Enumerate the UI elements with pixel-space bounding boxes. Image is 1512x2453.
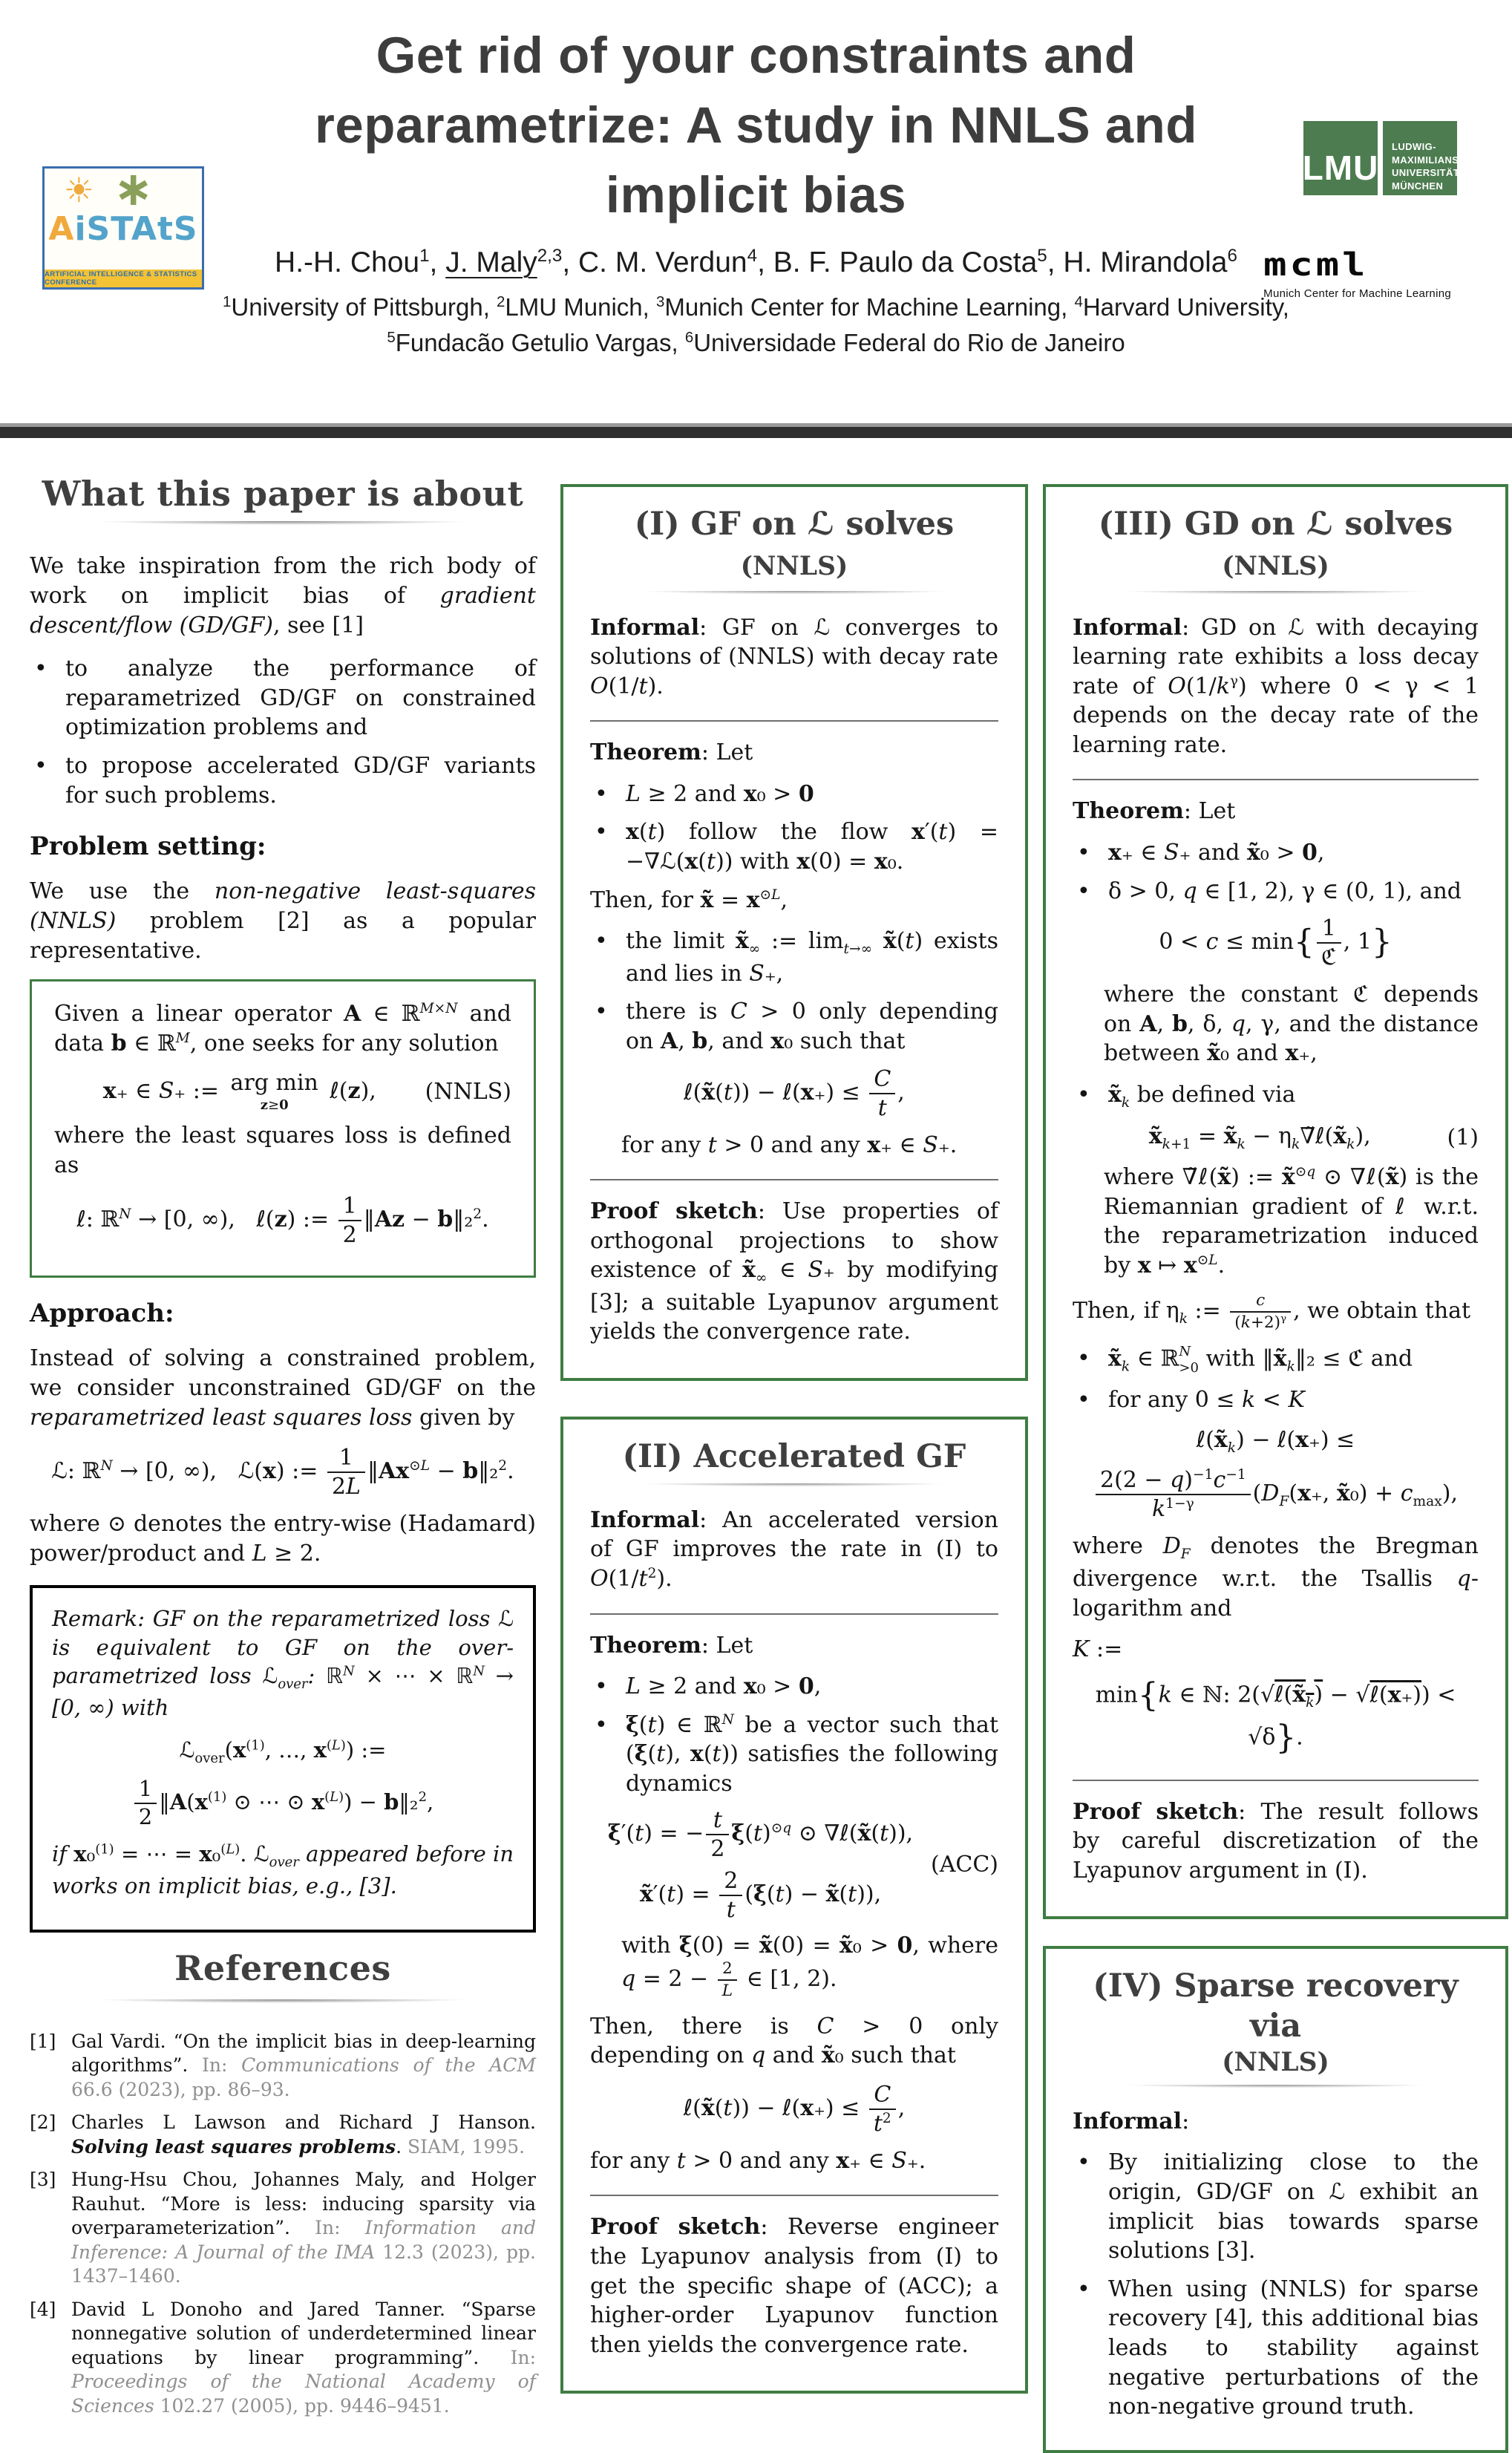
reference-item: [3] Hung-Hsu Chou, Johannes Maly, and Holger Rauhut. “More is less: inducing sparsity via overparameterization”. In: Information and Inference: A Journal of the IMA 12.3 (2023), pp. 1437–1460. <box>30 2169 536 2287</box>
header-rule <box>0 423 1512 438</box>
right-column <box>1043 474 1508 2453</box>
middle-column <box>560 474 1028 2453</box>
bullet-icon <box>30 654 65 743</box>
panel3-informal: Informal: GD on ℒ with decaying learning rate exhibits a loss decay rate of $O(1/k^\gamma)$ where 0 < γ < 1 depends on the decay rate of the learning rate. <box>1073 614 1479 758</box>
equation-tag-nnls: (NNLS) <box>425 1078 511 1105</box>
palm-tree-icon: ∗ <box>113 162 154 218</box>
least-squares-loss-equation: ℓ: ℝ$^N$ → [0, ∞), ℓ(z) := $\frac{1}{2}$ ‖Az − b‖₂$^2$. <box>76 1192 489 1248</box>
bullet-icon <box>1073 1385 1108 1415</box>
panel-accelerated-gf <box>560 1417 1028 2394</box>
panel2-with: with ξ(0) = x̃(0) = x̃₀ > 0, where q = 2 − $\frac{2}{L}$ ∈ [1, 2). <box>621 1932 999 2000</box>
panel3-K-line2: min{k ∈ ℕ: $2(√\ell(x̃_k)$ − √ℓ(x₊)) < √δ}. <box>1095 1676 1456 1757</box>
panel-separator <box>1073 779 1479 780</box>
nnls-equation: x₊ ∈ S₊ := arg min z≥0 ℓ(z), (NNLS) <box>102 1069 511 1113</box>
list-item: • L ≥ 2 and x₀ > 0, <box>590 1672 998 1702</box>
section-divider <box>36 521 530 526</box>
about-section-title: What this paper is about <box>42 474 524 514</box>
title-line-2: reparametrize: A study in NNLS and <box>315 96 1197 154</box>
over-loss-equation-line1: $ℒ_{over}(x^{(1)}$, …, $x^{(L)}$) := <box>179 1737 387 1766</box>
lmu-logo <box>1302 121 1463 195</box>
bullet-icon <box>1073 838 1108 868</box>
panel-gf-solves-nnls <box>560 484 1028 1381</box>
panel3-bound-after: where $D_F$ denotes the Bregman divergence w.r.t. the Tsallis q-logarithm and <box>1073 1533 1479 1621</box>
panel3-bound-line1: $\ell(x̃_k)$ − ℓ(x₊) ≤ <box>1196 1426 1355 1456</box>
bullet-icon <box>1073 1344 1108 1376</box>
panel-separator <box>590 2195 998 2196</box>
panel2-proof-sketch: Proof sketch: Reverse engineer the Lyapunov analysis from (I) to get the specific shape of (ACC); a higher-order Lyapunov function then yields the convergence rate. <box>590 2214 998 2358</box>
bullet-icon <box>590 817 626 876</box>
list-item: • When using (NNLS) for sparse recovery [4], this additional bias leads to stability against negative perturbations of the non-negative ground truth. <box>1073 2275 1479 2422</box>
panel-gd-solves-nnls <box>1043 484 1508 1919</box>
reference-list <box>30 2030 536 2419</box>
bullet-icon <box>590 780 626 809</box>
list-item: • x₊ ∈ S₊ and x̃₀ > 0, <box>1073 838 1479 868</box>
nnls-line2: where the least squares loss is defined as <box>54 1122 511 1178</box>
nnls-line1: Given a linear operator A ∈ ℝ$^{M\times N}$ and data b ∈ ℝ$^M$, one seeks for any solution <box>54 1001 512 1056</box>
aistats-wordmark: AiSTAtS <box>48 210 198 248</box>
reference-item: [4] David L Donoho and Jared Tanner. “Sparse nonnegative solution of underdetermined linear equations by linear programming”. In: Proceedings of the National Academy of Sciences 102.27 (2005), pp. 9446–9451. <box>30 2298 536 2417</box>
panel3-theorem-lead: Theorem: Let <box>1073 798 1236 825</box>
mcml-wordmark: mcml <box>1263 246 1369 284</box>
panel2-rate-equation: ℓ(x̃(t)) − ℓ(x₊) ≤ $\frac{C}{t^2}$ , <box>683 2081 906 2137</box>
panel2-title: (II) Accelerated GF <box>622 1438 966 1476</box>
list-item: • L ≥ 2 and x₀ > 0 <box>590 780 998 809</box>
problem-intro: We use the non-negative least-squares (NNLS) problem [2] as a popular representative. <box>30 878 536 964</box>
bullet-icon <box>590 997 626 1056</box>
mcml-caption: Munich Center for Machine Learning <box>1263 287 1451 300</box>
approach-heading: Approach: <box>30 1298 174 1328</box>
equation-tag-1: (1) <box>1447 1124 1479 1151</box>
poster-columns <box>30 474 1508 2453</box>
title-block <box>208 21 1304 361</box>
panel1-theorem-lead: Theorem: Let <box>590 739 753 766</box>
list-item: • for any 0 ≤ k < K <box>1073 1385 1479 1415</box>
affiliations: $^1$University of Pittsburgh, $^2$LMU Munich, $^3$Munich Center for Machine Learning, $^4$Harvard University, $^5$Fundacão Getulio Vargas, $^6$Universidade Federal do Rio de Janeiro <box>223 293 1289 357</box>
panel-separator <box>590 720 998 722</box>
panel1-informal: Informal: GF on ℒ converges to solutions of (NNLS) with decay rate O(1/t). <box>590 614 998 699</box>
list-item: • δ > 0, q ∈ [1, 2), γ ∈ (0, 1), and <box>1073 877 1479 907</box>
bullet-icon <box>590 927 626 988</box>
panel-separator <box>590 1613 998 1615</box>
panel-separator <box>590 1179 998 1180</box>
panel2-theorem-lead: Theorem: Let <box>590 1632 753 1659</box>
references-title: References <box>174 1948 391 1989</box>
panel3-c-equation: 0 < c ≤ min{ $\frac{1}{\text{ℭ}}$ , 1} <box>1159 915 1392 971</box>
list-item: • $x̃_k$ be defined via <box>1073 1080 1479 1113</box>
acc-line-2: x̃′(t) = $\frac{2}{t}$ (ξ(t) − x̃(t)), <box>639 1867 882 1923</box>
panel2-rate-condition: for any t > 0 and any x₊ ∈ S₊. <box>590 2147 926 2174</box>
aistats-logo <box>42 162 204 290</box>
remark-p1: Remark: GF on the reparametrized loss ℒ is equivalent to GF on the over-parametrized loss ℒ$_{over}$: ℝ$^N$ × ⋯ × ℝ$^N$ → [0, ∞) with <box>52 1606 514 1721</box>
nnls-definition-box <box>30 979 536 1278</box>
acc-line-1: ξ′(t) = − $\frac{t}{2}$ $\xi(t)^{⊙q}$ ⊙ ∇ℓ(x̃(t)), <box>607 1806 914 1862</box>
panel3-bound-line2: $\frac{2(2 - q)^{-1}c^{-1}}{k^{1-\gamma}}$ ($D_F(x_+$, x̃₀) + $c_{max}$), <box>1073 1468 1479 1521</box>
list-item: • there is C > 0 only depending on A, b, and x₀ such that <box>590 997 998 1056</box>
lmu-name-square: LUDWIG- MAXIMILIANS- UNIVERSITÄT MÜNCHEN <box>1383 121 1457 195</box>
panel3-then: Then, if $\eta_k$ := $\frac{c}{(k+2)^\gamma}$ , we obtain that <box>1073 1291 1471 1333</box>
panel2-informal: Informal: An accelerated version of GF improves the rate in (I) to $O(1/t^2)$. <box>590 1506 998 1592</box>
bullet-icon <box>1073 2148 1108 2265</box>
title-line-1: Get rid of your constraints and <box>376 27 1136 84</box>
list-item: • to analyze the performance of reparametrized GD/GF on constrained optimization problems and <box>30 654 536 743</box>
list-item: • ξ(t) ∈ ℝ$^N$ be a vector such that (ξ(t), x(t)) satisfies the following dynamics <box>590 1711 998 1799</box>
panel2-then: Then, there is C > 0 only depending on q and x̃₀ such that <box>590 2013 998 2069</box>
equation-tag-acc: (ACC) <box>931 1851 998 1878</box>
approach-p2: where ⊙ denotes the entry-wise (Hadamard) power/product and L ≥ 2. <box>30 1511 536 1567</box>
reference-item: [2] Charles L Lawson and Richard J Hanson. Solving least squares problems. SIAM, 1995. <box>30 2111 536 2158</box>
remark-box <box>30 1585 536 1933</box>
list-item: • to propose accelerated GD/GF variants for such problems. <box>30 751 536 811</box>
lmu-acronym-square: LMU <box>1303 121 1378 195</box>
left-column <box>30 474 536 2453</box>
section-divider <box>36 1999 530 2005</box>
panel1-title: (I) GF on ℒ solves (NNLS) <box>634 506 955 581</box>
problem-setting-heading: Problem setting: <box>30 832 266 862</box>
list-item: • By initializing close to the origin, GD/GF on ℒ exhibit an implicit bias towards sparse solutions [3]. <box>1073 2148 1479 2265</box>
panel3-proof-sketch: Proof sketch: The result follows by careful discretization of the Lyapunov argument in (I). <box>1073 1798 1479 1884</box>
panel4-title-line1: (IV) Sparse recovery via <box>1093 1967 1459 2045</box>
panel4-informal-lead: Informal: <box>1073 2108 1190 2134</box>
list-item: • the limit $x̃_\infty$ := $\lim_{t\to\infty}$ x̃(t) exists and lies in S₊, <box>590 927 998 988</box>
panel4-title <box>1073 1967 1479 2079</box>
panel-title-divider <box>1074 2085 1477 2089</box>
panel3-K-line1: K := <box>1073 1636 1123 1663</box>
approach-p1: Instead of solving a constrained problem, we consider unconstrained GD/GF on the reparametrized least squares loss given by <box>30 1345 536 1431</box>
panel-separator <box>1073 1780 1479 1781</box>
bullet-icon <box>590 1711 626 1799</box>
panel1-rate-equation: ℓ(x̃(t)) − ℓ(x₊) ≤ $\frac{C}{t}$ , <box>684 1065 905 1121</box>
list-item: • x(t) follow the flow x′(t) = −∇ℒ(x(t)) with x(0) = x₀. <box>590 817 998 876</box>
acc-dynamics-equation <box>590 1808 998 1922</box>
panel3-title: (III) GD on ℒ solves (NNLS) <box>1098 506 1453 581</box>
panel1-then: Then, for x̃ = $x^{⊙L}$, <box>590 886 788 913</box>
panel-title-divider <box>592 1483 997 1488</box>
over-loss-equation-line2: $\frac{1}{2}$ $‖A(x^{(1)}$ ⊙ ⋯ ⊙ $x^{(L)}$) − b‖₂$^2$, <box>52 1777 514 1829</box>
panel1-rate-condition: for any t > 0 and any x₊ ∈ S₊. <box>621 1131 958 1158</box>
bullet-icon <box>1073 877 1108 907</box>
panel3-c-after: where the constant ℭ depends on A, b, δ, q, γ, and the distance between x̃₀ and x₊, <box>1104 981 1479 1067</box>
aistats-banner: ARTIFICIAL INTELLIGENCE & STATISTICS CONFERENCE <box>45 270 202 287</box>
panel3-update-after: where ∇̃ℓ(x̃) := x̃$^{⊙q}$ ⊙ ∇ℓ(x̃) is the Riemannian gradient of ℓ w.r.t. the reparametrization induced by x ↦ $x^{⊙L}$. <box>1104 1164 1479 1278</box>
reference-item: [1] Gal Vardi. “On the implicit bias in deep-learning algorithms”. In: Communications of the ACM 66.6 (2023), pp. 86–93. <box>30 2030 536 2100</box>
poster-header <box>0 0 1512 425</box>
panel-sparse-recovery <box>1043 1946 1508 2452</box>
panel1-proof-sketch: Proof sketch: Use properties of orthogonal projections to show existence of $x̃_\infty$ ∈ S₊ by modifying [3]; a suitable Lyapunov argument yields the convergence rate. <box>590 1198 999 1345</box>
gd-update-equation: $x̃_{k+1}$ = $x̃_k$ − $\eta_k\nablã\ell(x̃_k)$, (1) <box>1148 1123 1479 1152</box>
panel-title-divider <box>1074 591 1477 595</box>
bullet-icon <box>590 1672 626 1702</box>
mcml-logo <box>1263 246 1451 300</box>
reparametrized-loss-equation: ℒ: ℝ$^N$ → [0, ∞), ℒ(x) := $\frac{1}{2L}$ $‖Ax^{⊙L}$ − b‖₂$^2$. <box>51 1445 514 1500</box>
bullet-icon <box>1073 2275 1108 2422</box>
bullet-icon <box>30 751 65 811</box>
sun-icon: ☀ <box>63 170 94 210</box>
remark-p2: if x₀$^{(1)}$ = ⋯ = x₀$^{(L)}$. ℒ$_{over}$ appeared before in works on implicit bias, e.g., [3]. <box>52 1841 514 1898</box>
panel-title-divider <box>592 591 997 595</box>
title-line-3: implicit bias <box>605 166 907 223</box>
authors-line: H.-H. Chou$^1$, J. Maly$^{2,3}$, C. M. Verdun$^4$, B. F. Paulo da Costa$^5$, H. Mirandola$^6$ <box>275 246 1237 279</box>
bullet-icon <box>1073 1080 1108 1113</box>
about-intro: We take inspiration from the rich body of work on implicit bias of gradient descent/flow (GD/GF), see [1] <box>30 553 536 638</box>
list-item: • $x̃_k$ ∈ ℝ N >0 with $‖x̃_k‖_2$ ≤ ℭ and <box>1073 1344 1479 1376</box>
panel4-title-line2: (NNLS) <box>1222 2047 1329 2077</box>
poster-title <box>208 21 1304 229</box>
